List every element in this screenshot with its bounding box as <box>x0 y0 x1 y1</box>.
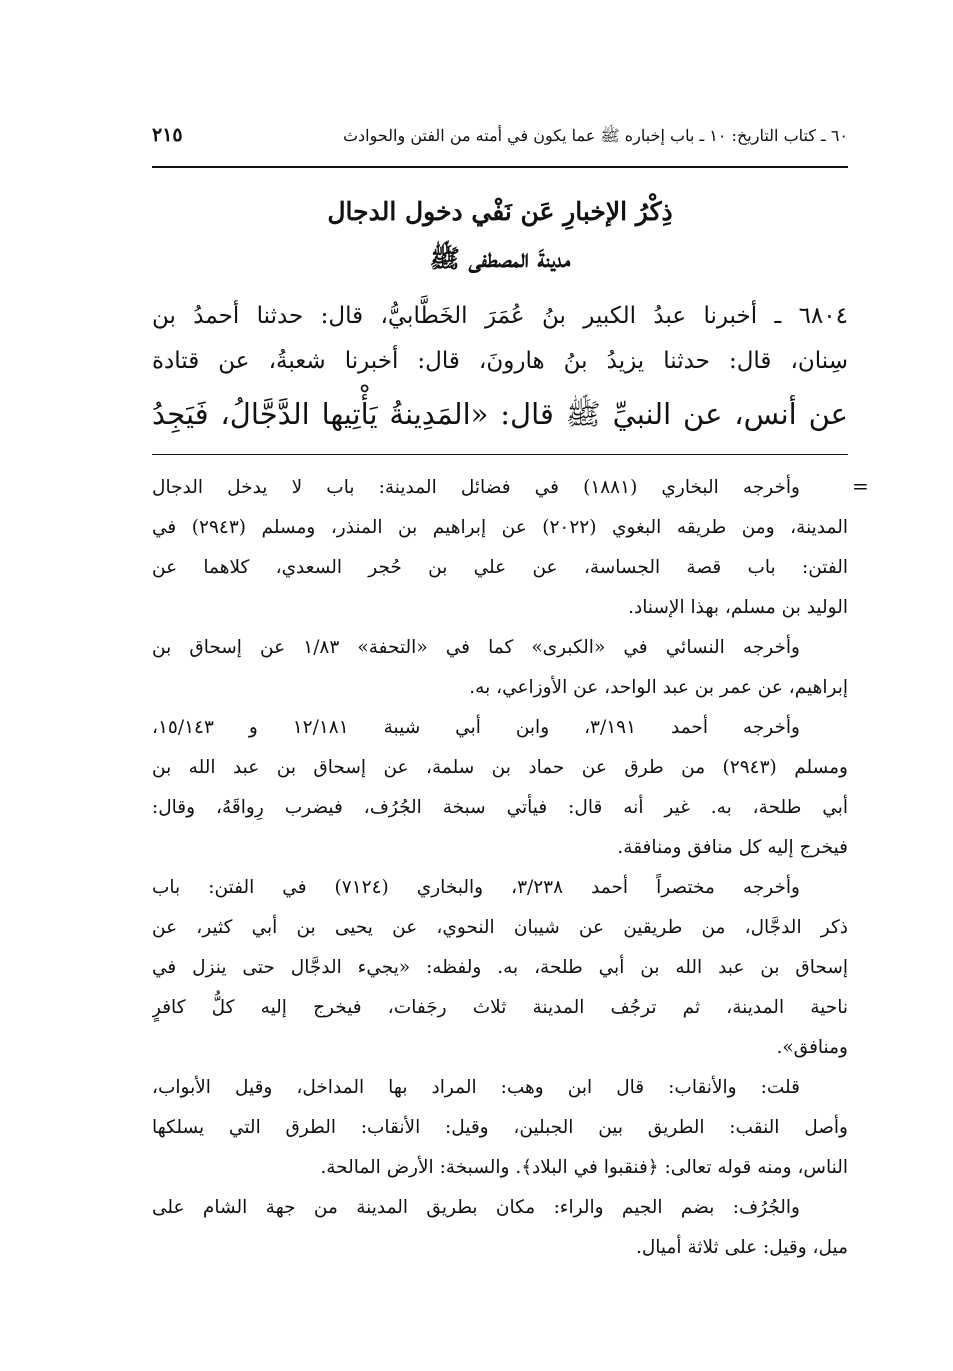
footnote-paragraph <box>152 1068 848 1188</box>
footnote-line: وأخرجه البخاري (١٨٨١) في فضائل المدينة: باب لا يدخل الدجال <box>152 477 800 498</box>
footnote-line: الفتن: باب قصة الجساسة، عن علي بن حُجر السعدي، كلاهما عن <box>152 557 848 578</box>
footnotes <box>152 468 848 1268</box>
hadith-line-2: سِنان، قال: حدثنا يزيدُ بنُ هارونَ، قال: أخبرنا شعبةُ، عن قتادة <box>152 348 848 374</box>
running-head-text: ٦٠ ـ كتاب التاريخ: ١٠ ـ باب إخباره ﷺ عما يكون في أمته من الفتن والحوادث <box>342 126 848 145</box>
running-head <box>152 124 848 149</box>
footnote-paragraph <box>152 708 848 868</box>
footnote-line: والجُرُف: بضم الجيم والراء: مكان بطريق المدينة من جهة الشام على <box>152 1197 800 1218</box>
footnote-line: فيخرج إليه كل منافق ومنافقة. <box>617 837 848 858</box>
footnote-line: أبي طلحة، به. غير أنه قال: فيأتي سبخة الجُرُف، فيضرب رِواقَهُ، وقال: <box>152 797 848 818</box>
footnote-line: ناحية المدينة، ثم ترجُف المدينة ثلاث رجَفات، فيخرج إليه كلُّ كافرٍ <box>152 997 848 1018</box>
footnote-line: وأخرجه مختصراً أحمد ٣/٢٣٨، والبخاري (٧١٢٤) في الفتن: باب <box>152 877 800 898</box>
footnote-line: إبراهيم، عن عمر بن عبد الواحد، عن الأوزاعي، به. <box>469 677 848 698</box>
footnote-rule <box>152 454 848 455</box>
footnote-paragraph <box>152 868 848 1068</box>
section-title-line-2: مدينةَ المصطفى ﷺ <box>429 244 571 273</box>
footnote-line: الوليد بن مسلم، بهذا الإسناد. <box>628 597 848 618</box>
footnote-line: وأخرجه النسائي في «الكبرى» كما في «التحفة» ١/٨٣ عن إسحاق بن <box>152 637 800 658</box>
continuation-mark: = <box>852 474 869 498</box>
footnote-line: ومسلم (٢٩٤٣) من طرق عن حماد بن سلمة، عن إسحاق بن عبد الله بن <box>152 757 848 778</box>
section-title-line-1: ذِكْرُ الإخبارِ عَن نَفْي دخول الدجال <box>327 197 673 226</box>
footnote-line: ذكر الدجَّال، من طريقين عن شيبان النحوي، عن يحيى بن أبي كثير، عن <box>152 917 848 938</box>
footnote-line: الناس، ومنه قوله تعالى: ﴿فنقبوا في البلاد﴾. والسبخة: الأرض المالحة. <box>320 1157 848 1178</box>
footnote-line: ومنافق». <box>776 1037 848 1058</box>
header-rule <box>152 166 848 168</box>
footnote-paragraph <box>152 1188 848 1268</box>
hadith-line-3: عن أنس، عن النبيِّ ﷺ قال: «المَدِينةُ يَأْتِيها الدَّجَّالُ، فَيَجِدُ <box>152 397 848 431</box>
footnote-line: وأصل النقب: الطريق بين الجبلين، وقيل: الأنقاب: الطرق التي يسلكها <box>152 1117 848 1138</box>
footnote-paragraph <box>152 628 848 708</box>
hadith-line-1: ٦٨٠٤ ـ أخبرنا عبدُ الكبير بنُ عُمَرَ الخَطَّابيُّ، قال: حدثنا أحمدُ بن <box>152 303 848 329</box>
footnote-line: إسحاق بن عبد الله بن أبي طلحة، به. ولفظه: «يجيء الدجَّال حتى ينزل في <box>152 957 848 978</box>
page-number: ٢١٥ <box>152 124 183 146</box>
footnote-line: المدينة، ومن طريقه البغوي (٢٠٢٢) عن إبراهيم بن المنذر، ومسلم (٢٩٤٣) في <box>152 517 848 538</box>
footnote-line: قلت: والأنقاب: قال ابن وهب: المراد بها المداخل، وقيل الأبواب، <box>152 1077 800 1098</box>
footnote-line: ميل، وقيل: على ثلاثة أميال. <box>635 1237 848 1258</box>
footnote-line: وأخرجه أحمد ٣/١٩١، وابن أبي شيبة ١٢/١٨١ و ١٥/١٤٣، <box>152 717 800 738</box>
footnote-paragraph <box>152 468 848 628</box>
